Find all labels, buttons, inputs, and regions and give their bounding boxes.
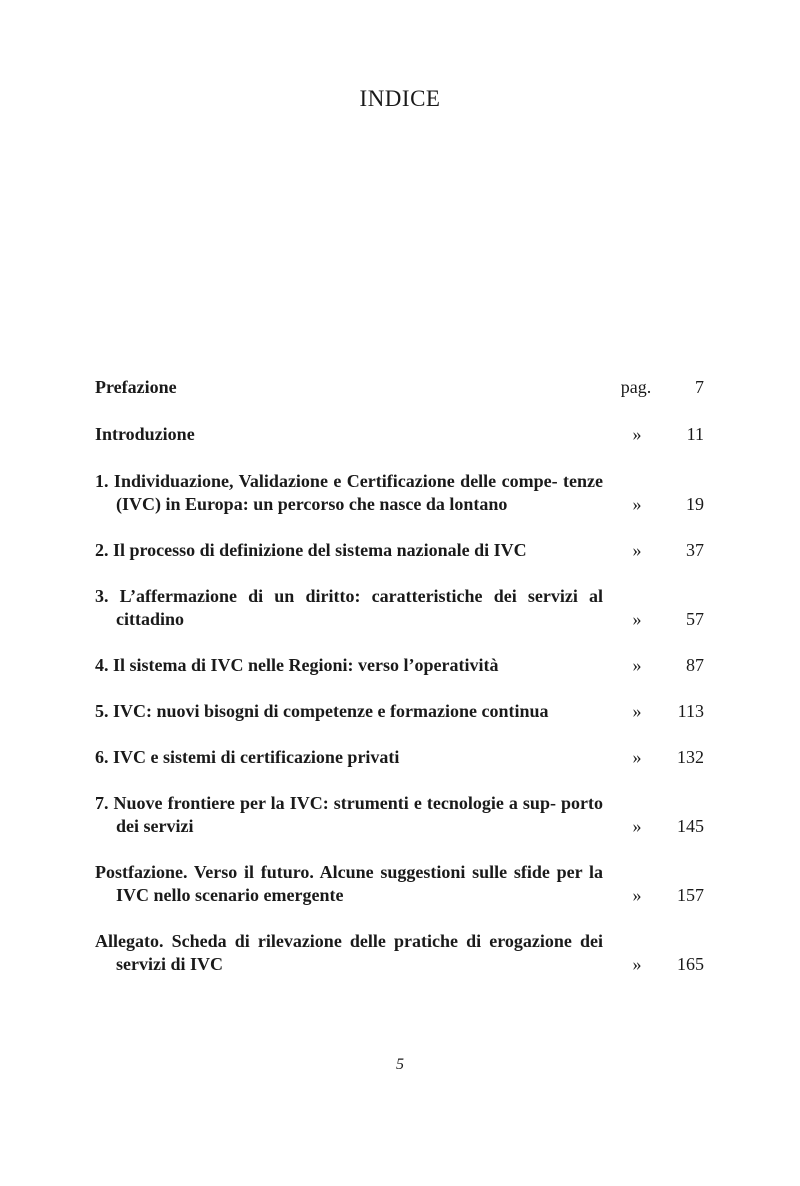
toc-entry-title: Postfazione. Verso il futuro. Alcune suggestioni sulle sfide per la IVC nello scenario emergente: [95, 862, 603, 905]
toc-entry-page: 11: [686, 424, 704, 444]
toc-entry-page: 157: [677, 885, 704, 905]
toc-entry-marker: »: [632, 701, 642, 721]
toc-entry-title: 5. IVC: nuovi bisogni di competenze e formazione continua: [95, 701, 549, 721]
toc-entry-marker: pag.: [620, 377, 652, 397]
toc-entry-marker: »: [632, 540, 642, 560]
toc-entry-page: 7: [695, 377, 704, 397]
toc-entry-page: 87: [686, 655, 704, 675]
toc-entry-title: Allegato. Scheda di rilevazione delle pratiche di erogazione dei servizi di IVC: [95, 931, 603, 974]
toc-entry-page: 19: [686, 494, 704, 514]
toc-entry-marker: »: [632, 747, 642, 767]
toc-entry-marker: »: [632, 609, 642, 629]
toc-entry-page: 165: [677, 954, 704, 974]
toc-entry-page: 132: [677, 747, 704, 767]
toc-entry-title: 7. Nuove frontiere per la IVC: strumenti e tecnologie a sup- porto dei servizi: [95, 793, 603, 836]
toc-entry-marker: »: [632, 816, 642, 836]
toc-entry-title: 3. L’affermazione di un diritto: caratteristiche dei servizi al cittadino: [95, 586, 603, 629]
toc-entry-page: 37: [686, 540, 704, 560]
toc-entry-page: 145: [677, 816, 704, 836]
toc-entry-title: 4. Il sistema di IVC nelle Regioni: verso l’operatività: [95, 655, 499, 675]
toc-entry-page: 57: [686, 609, 704, 629]
page-title: INDICE: [359, 86, 441, 111]
toc-entry-marker: »: [632, 655, 642, 675]
toc-entry-title: 1. Individuazione, Validazione e Certificazione delle compe- tenze (IVC) in Europa: un percorso che nasce da lontano: [95, 471, 603, 514]
toc-entry-title: 2. Il processo di definizione del sistema nazionale di IVC: [95, 540, 527, 560]
toc-entry-page: 113: [677, 701, 704, 721]
toc-entry-title: Introduzione: [95, 424, 195, 444]
toc-entry-marker: »: [632, 424, 642, 444]
page-number: 5: [396, 1056, 404, 1073]
toc-entry-title: Prefazione: [95, 377, 177, 397]
toc-entry-marker: »: [632, 494, 642, 514]
toc-entry-marker: »: [632, 885, 642, 905]
toc-entry-marker: »: [632, 954, 642, 974]
toc-entry-title: 6. IVC e sistemi di certificazione privati: [95, 747, 400, 767]
